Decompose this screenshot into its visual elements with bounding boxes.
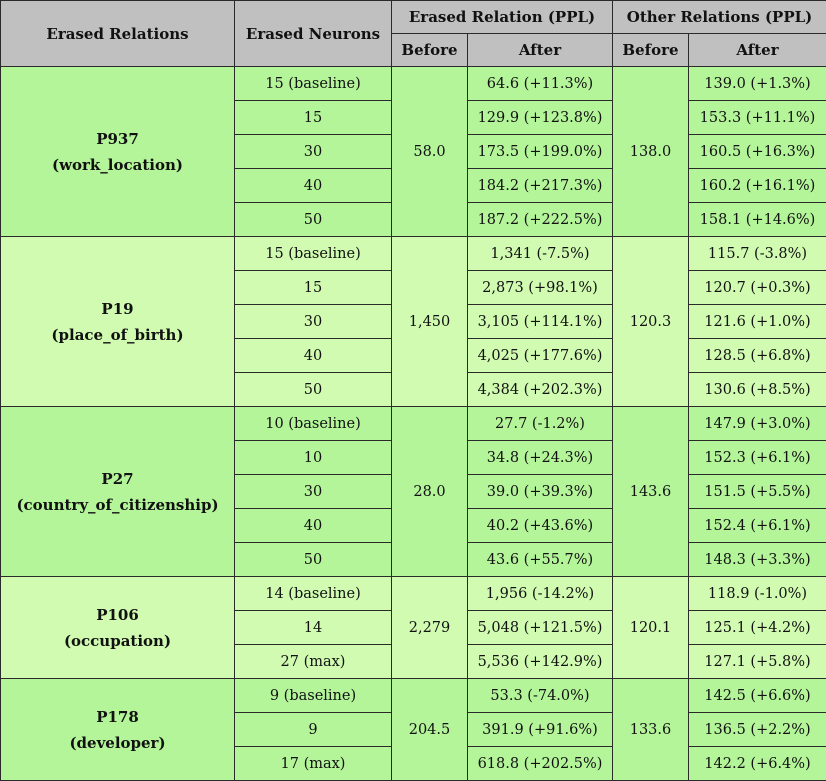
erased-after-cell: 39.0 (+39.3%) [468, 475, 613, 509]
other-after-cell: 160.2 (+16.1%) [689, 169, 826, 203]
erased-neurons-cell: 15 [235, 101, 392, 135]
other-before-cell: 120.1 [613, 577, 689, 679]
other-before-cell: 120.3 [613, 237, 689, 407]
other-after-cell: 148.3 (+3.3%) [689, 543, 826, 577]
erased-after-cell: 1,956 (-14.2%) [468, 577, 613, 611]
other-before-cell: 138.0 [613, 67, 689, 237]
erased-after-cell: 187.2 (+222.5%) [468, 203, 613, 237]
relation-code: P27 [1, 466, 234, 492]
erased-neurons-cell: 14 (baseline) [235, 577, 392, 611]
other-after-cell: 130.6 (+8.5%) [689, 373, 826, 407]
other-after-cell: 152.4 (+6.1%) [689, 509, 826, 543]
erased-neurons-cell: 10 (baseline) [235, 407, 392, 441]
erased-neurons-cell: 10 [235, 441, 392, 475]
other-after-cell: 121.6 (+1.0%) [689, 305, 826, 339]
erased-neurons-cell: 15 (baseline) [235, 237, 392, 271]
erased-after-cell: 184.2 (+217.3%) [468, 169, 613, 203]
header-other-after: After [689, 34, 826, 67]
erased-after-cell: 1,341 (-7.5%) [468, 237, 613, 271]
erased-neurons-cell: 15 (baseline) [235, 67, 392, 101]
erased-after-cell: 53.3 (-74.0%) [468, 679, 613, 713]
relation-cell [1, 679, 235, 781]
other-before-cell: 133.6 [613, 679, 689, 781]
erased-neurons-cell: 50 [235, 373, 392, 407]
relation-code: P106 [1, 602, 234, 628]
erased-before-cell: 204.5 [392, 679, 468, 781]
erased-after-cell: 129.9 (+123.8%) [468, 101, 613, 135]
erased-after-cell: 4,384 (+202.3%) [468, 373, 613, 407]
table-row [1, 237, 826, 271]
erased-neurons-cell: 40 [235, 509, 392, 543]
erased-after-cell: 618.8 (+202.5%) [468, 747, 613, 781]
relation-cell [1, 407, 235, 577]
erased-after-cell: 64.6 (+11.3%) [468, 67, 613, 101]
table-row [1, 679, 826, 713]
other-after-cell: 152.3 (+6.1%) [689, 441, 826, 475]
erased-after-cell: 4,025 (+177.6%) [468, 339, 613, 373]
erased-after-cell: 27.7 (-1.2%) [468, 407, 613, 441]
relation-cell [1, 577, 235, 679]
other-after-cell: 115.7 (-3.8%) [689, 237, 826, 271]
erased-neurons-cell: 15 [235, 271, 392, 305]
erased-neurons-cell: 9 [235, 713, 392, 747]
header-other-before: Before [613, 34, 689, 67]
erased-after-cell: 40.2 (+43.6%) [468, 509, 613, 543]
other-after-cell: 147.9 (+3.0%) [689, 407, 826, 441]
other-after-cell: 120.7 (+0.3%) [689, 271, 826, 305]
other-after-cell: 118.9 (-1.0%) [689, 577, 826, 611]
erased-after-cell: 391.9 (+91.6%) [468, 713, 613, 747]
other-after-cell: 142.2 (+6.4%) [689, 747, 826, 781]
other-after-cell: 128.5 (+6.8%) [689, 339, 826, 373]
relation-name: (place_of_birth) [1, 322, 234, 348]
erased-before-cell: 28.0 [392, 407, 468, 577]
erased-neurons-cell: 30 [235, 305, 392, 339]
erased-neurons-cell: 14 [235, 611, 392, 645]
erased-neurons-cell: 40 [235, 339, 392, 373]
erased-after-cell: 43.6 (+55.7%) [468, 543, 613, 577]
header-erased-before: Before [392, 34, 468, 67]
relation-code: P937 [1, 126, 234, 152]
relation-name: (work_location) [1, 152, 234, 178]
relation-cell [1, 67, 235, 237]
erased-neurons-cell: 50 [235, 543, 392, 577]
table-row [1, 577, 826, 611]
table-header [1, 1, 826, 67]
other-after-cell: 127.1 (+5.8%) [689, 645, 826, 679]
other-after-cell: 158.1 (+14.6%) [689, 203, 826, 237]
relation-name: (occupation) [1, 628, 234, 654]
erased-after-cell: 173.5 (+199.0%) [468, 135, 613, 169]
other-after-cell: 151.5 (+5.5%) [689, 475, 826, 509]
table-row [1, 67, 826, 101]
erased-neurons-cell: 17 (max) [235, 747, 392, 781]
header-erased-relation-ppl: Erased Relation (PPL) [392, 1, 613, 34]
erased-neurons-cell: 40 [235, 169, 392, 203]
erased-after-cell: 2,873 (+98.1%) [468, 271, 613, 305]
erased-before-cell: 58.0 [392, 67, 468, 237]
relation-code: P178 [1, 704, 234, 730]
erased-neurons-cell: 50 [235, 203, 392, 237]
relation-code: P19 [1, 296, 234, 322]
relation-cell [1, 237, 235, 407]
table-body [1, 67, 826, 781]
erased-after-cell: 3,105 (+114.1%) [468, 305, 613, 339]
erased-neurons-cell: 27 (max) [235, 645, 392, 679]
other-after-cell: 153.3 (+11.1%) [689, 101, 826, 135]
erased-neurons-cell: 9 (baseline) [235, 679, 392, 713]
erased-neurons-cell: 30 [235, 135, 392, 169]
other-after-cell: 142.5 (+6.6%) [689, 679, 826, 713]
other-after-cell: 139.0 (+1.3%) [689, 67, 826, 101]
erased-after-cell: 5,048 (+121.5%) [468, 611, 613, 645]
other-after-cell: 125.1 (+4.2%) [689, 611, 826, 645]
header-other-relations-ppl: Other Relations (PPL) [613, 1, 826, 34]
erased-neurons-cell: 30 [235, 475, 392, 509]
header-erased-after: After [468, 34, 613, 67]
table-row [1, 407, 826, 441]
erased-before-cell: 1,450 [392, 237, 468, 407]
header-erased-neurons: Erased Neurons [235, 1, 392, 67]
other-after-cell: 136.5 (+2.2%) [689, 713, 826, 747]
erased-after-cell: 34.8 (+24.3%) [468, 441, 613, 475]
erased-after-cell: 5,536 (+142.9%) [468, 645, 613, 679]
other-after-cell: 160.5 (+16.3%) [689, 135, 826, 169]
other-before-cell: 143.6 [613, 407, 689, 577]
relation-name: (country_of_citizenship) [1, 492, 234, 518]
header-erased-relations: Erased Relations [1, 1, 235, 67]
erased-before-cell: 2,279 [392, 577, 468, 679]
relation-name: (developer) [1, 730, 234, 756]
